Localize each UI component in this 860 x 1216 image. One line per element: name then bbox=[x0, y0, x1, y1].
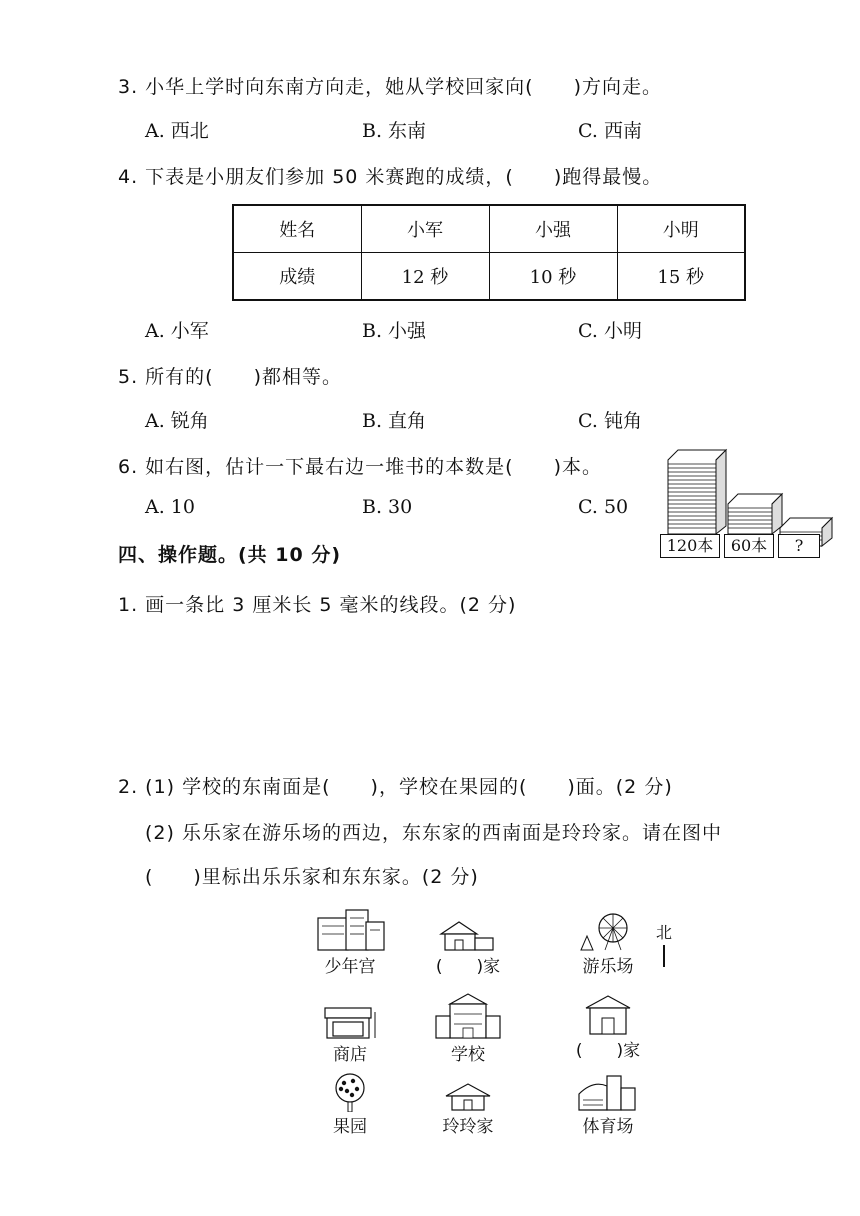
place-label: 商店 bbox=[333, 1045, 367, 1065]
place-label: 学校 bbox=[451, 1045, 485, 1065]
table-cell: 15 秒 bbox=[617, 253, 745, 301]
house-icon bbox=[578, 992, 638, 1036]
stadium-icon bbox=[573, 1072, 643, 1112]
q6-option-a[interactable]: A. 10 bbox=[145, 496, 195, 518]
place-label: 果园 bbox=[333, 1117, 367, 1137]
building-icon bbox=[310, 904, 390, 952]
place-unknown-home-1 bbox=[418, 918, 518, 977]
section4-q1: 1. 画一条比 3 厘米长 5 毫米的线段。(2 分) bbox=[118, 594, 517, 616]
place-orchard bbox=[300, 1072, 400, 1137]
place-label: 游乐场 bbox=[582, 957, 634, 977]
place-label[interactable]: ( )家 bbox=[575, 1041, 641, 1061]
section4-q2-part2: (2) 乐乐家在游乐场的西边，东东家的西南面是玲玲家。请在图中 bbox=[145, 822, 722, 844]
q4-option-b[interactable]: B. 小强 bbox=[362, 320, 427, 342]
table-cell: 12 秒 bbox=[361, 253, 489, 301]
table-header-cell: 小军 bbox=[361, 205, 489, 253]
q5-option-b[interactable]: B. 直角 bbox=[362, 410, 427, 432]
north-label: 北 bbox=[655, 923, 672, 942]
score-table bbox=[232, 204, 746, 301]
house-icon bbox=[440, 1082, 496, 1112]
table-header-cell: 姓名 bbox=[233, 205, 361, 253]
fruit-tree-icon bbox=[325, 1072, 375, 1112]
q6-option-c[interactable]: C. 50 bbox=[578, 496, 629, 518]
north-arrow-icon bbox=[663, 945, 665, 967]
ferris-wheel-icon bbox=[573, 910, 643, 952]
table-row bbox=[233, 205, 745, 253]
house-icon bbox=[435, 918, 501, 952]
q5-stem: 5. 所有的( )都相等。 bbox=[118, 366, 342, 388]
table-cell: 10 秒 bbox=[489, 253, 617, 301]
book-label-120: 120本 bbox=[660, 534, 720, 558]
place-label[interactable]: ( )家 bbox=[435, 957, 501, 977]
north-indicator bbox=[652, 920, 676, 967]
section4-q2-part3: ( )里标出乐乐家和东东家。(2 分) bbox=[145, 866, 479, 888]
place-unknown-home-2 bbox=[558, 992, 658, 1061]
book-label-60: 60本 bbox=[724, 534, 774, 558]
table-header-cell: 小强 bbox=[489, 205, 617, 253]
place-school bbox=[418, 992, 518, 1065]
q5-option-c[interactable]: C. 钝角 bbox=[578, 410, 642, 432]
section4-q2-part1: 2. (1) 学校的东南面是( )，学校在果园的( )面。(2 分) bbox=[118, 776, 673, 798]
book-label-unknown[interactable]: ? bbox=[778, 534, 820, 558]
school-icon bbox=[428, 992, 508, 1040]
table-cell: 成绩 bbox=[233, 253, 361, 301]
place-amusement-park bbox=[558, 910, 658, 977]
q6-option-b[interactable]: B. 30 bbox=[362, 496, 413, 518]
q6-stem: 6. 如右图，估计一下最右边一堆书的本数是( )本。 bbox=[118, 456, 602, 478]
q3-option-c[interactable]: C. 西南 bbox=[578, 120, 642, 142]
place-stadium bbox=[558, 1072, 658, 1137]
place-lingling-home bbox=[418, 1082, 518, 1137]
q3-option-b[interactable]: B. 东南 bbox=[362, 120, 427, 142]
place-shop bbox=[300, 1004, 400, 1065]
place-label: 少年宫 bbox=[324, 957, 376, 977]
table-header-cell: 小明 bbox=[617, 205, 745, 253]
direction-map bbox=[300, 900, 690, 1150]
q3-stem: 3. 小华上学时向东南方向走，她从学校回家向( )方向走。 bbox=[118, 76, 662, 98]
shop-icon bbox=[317, 1004, 383, 1040]
q4-stem: 4. 下表是小朋友们参加 50 米赛跑的成绩，( )跑得最慢。 bbox=[118, 166, 663, 188]
section-title: 四、操作题。(共 10 分) bbox=[118, 544, 342, 566]
q3-option-a[interactable]: A. 西北 bbox=[145, 120, 209, 142]
place-label: 玲玲家 bbox=[442, 1117, 494, 1137]
table-row bbox=[233, 253, 745, 301]
place-label: 体育场 bbox=[582, 1117, 634, 1137]
book-stacks-figure bbox=[656, 446, 846, 564]
q5-option-a[interactable]: A. 锐角 bbox=[145, 410, 209, 432]
place-youth-palace bbox=[300, 904, 400, 977]
q4-option-a[interactable]: A. 小军 bbox=[145, 320, 209, 342]
drawing-area[interactable] bbox=[118, 630, 718, 760]
q4-option-c[interactable]: C. 小明 bbox=[578, 320, 642, 342]
